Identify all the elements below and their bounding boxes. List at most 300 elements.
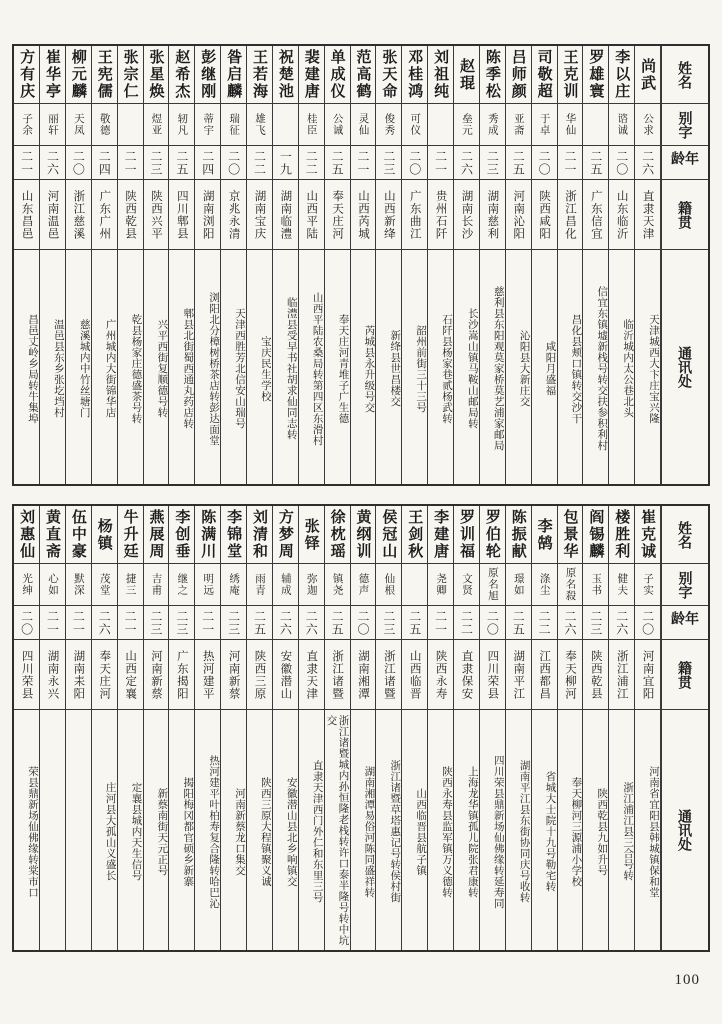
origin-cell: 四川郫县 bbox=[169, 180, 194, 250]
courtesy-name-cell: 健夫 bbox=[609, 564, 634, 606]
name-cell: 范高鹤 bbox=[351, 46, 376, 104]
name-cell: 司敬超 bbox=[532, 46, 557, 104]
age-cell: 一九 bbox=[273, 146, 298, 180]
person-column bbox=[92, 506, 118, 950]
origin-cell: 湖南平江 bbox=[506, 640, 531, 710]
age-cell: 二〇 bbox=[221, 146, 246, 180]
name-cell: 崔华亭 bbox=[40, 46, 65, 104]
age-cell: 二一 bbox=[558, 146, 583, 180]
courtesy-name-cell: 仙根 bbox=[376, 564, 401, 606]
address-cell: 浏阳北分樟树桥茶店转彭达面堂 bbox=[208, 291, 221, 446]
person-column bbox=[428, 506, 454, 950]
name-cell: 陈满川 bbox=[195, 506, 220, 564]
origin-cell: 广东揭阳 bbox=[169, 640, 194, 710]
age-cell: 二六 bbox=[558, 606, 583, 640]
person-column bbox=[144, 506, 170, 950]
person-column bbox=[66, 46, 92, 484]
address-cell: 荣县鼎新场仙佛缘转棠市口 bbox=[27, 765, 39, 898]
origin-cell: 河南新蔡 bbox=[144, 640, 169, 710]
name-cell: 王克训 bbox=[558, 46, 583, 104]
courtesy-name-cell bbox=[118, 104, 143, 146]
courtesy-name-cell: 明远 bbox=[195, 564, 220, 606]
origin-cell: 河南沁阳 bbox=[506, 180, 531, 250]
courtesy-name-cell: 涤尘 bbox=[532, 564, 557, 606]
age-cell: 二五 bbox=[583, 146, 608, 180]
address-cell: 韶州前街三十三号 bbox=[415, 324, 428, 413]
courtesy-name-cell: 轫凡 bbox=[169, 104, 194, 146]
person-column bbox=[118, 506, 144, 950]
address-cell: 芮城县永升级号交 bbox=[363, 324, 376, 413]
name-cell: 张星焕 bbox=[144, 46, 169, 104]
address-cell: 热河建平叶柏寿复合隆转哈巴沁 bbox=[208, 754, 221, 909]
origin-cell: 陕西乾县 bbox=[583, 640, 608, 710]
person-column bbox=[325, 46, 351, 484]
name-cell: 吕师颜 bbox=[506, 46, 531, 104]
name-cell: 黄纲训 bbox=[351, 506, 376, 564]
courtesy-name-cell: 原名旭 bbox=[480, 564, 505, 606]
courtesy-name-cell: 于卓 bbox=[532, 104, 557, 146]
courtesy-name-cell: 子余 bbox=[14, 104, 39, 146]
header-age: 年龄 bbox=[662, 146, 708, 180]
address-cell: 临沂城内太公巷北头 bbox=[622, 319, 635, 418]
age-cell: 二三 bbox=[376, 146, 401, 180]
address-cell bbox=[66, 710, 91, 950]
name-cell: 罗训福 bbox=[454, 506, 479, 564]
name-cell: 包景华 bbox=[558, 506, 583, 564]
person-column bbox=[376, 46, 402, 484]
header-origin: 籍贯 bbox=[662, 180, 708, 250]
address-cell: 河南新蔡龙口集交 bbox=[234, 787, 246, 876]
address-cell: 沁阳县大新庄交 bbox=[518, 330, 531, 407]
name-cell: 王宪儒 bbox=[92, 46, 117, 104]
age-cell: 二三 bbox=[144, 606, 169, 640]
courtesy-name-cell: 秀成 bbox=[480, 104, 505, 146]
name-cell: 方梦周 bbox=[273, 506, 298, 564]
person-column bbox=[247, 46, 273, 484]
name-cell: 祝楚池 bbox=[273, 46, 298, 104]
courtesy-name-cell bbox=[402, 564, 427, 606]
origin-cell: 湖南耒阳 bbox=[66, 640, 91, 710]
courtesy-name-cell: 辅成 bbox=[273, 564, 298, 606]
address-cell: 陕西永寿县监军镇万义德转 bbox=[441, 765, 453, 898]
origin-cell: 广东曲江 bbox=[402, 180, 427, 250]
courtesy-name-cell: 俊秀 bbox=[376, 104, 401, 146]
person-column bbox=[609, 46, 635, 484]
age-cell: 二〇 bbox=[635, 606, 660, 640]
name-cell: 刘惠仙 bbox=[14, 506, 39, 564]
name-cell: 李锦堂 bbox=[221, 506, 246, 564]
age-cell: 二六 bbox=[299, 606, 324, 640]
age-cell: 二五 bbox=[169, 146, 194, 180]
origin-cell: 陕西永寿 bbox=[428, 640, 453, 710]
address-cell: 定襄县城内天生信号 bbox=[130, 782, 143, 881]
courtesy-name-cell: 继之 bbox=[169, 564, 194, 606]
address-cell: 安徽潜山县北乡响镇交 bbox=[285, 776, 298, 887]
origin-cell: 山西平陆 bbox=[299, 180, 324, 250]
address-cell: 临澧县受早书社胡求仙同志转 bbox=[285, 297, 298, 440]
courtesy-name-cell: 煜亚 bbox=[144, 104, 169, 146]
address-cell: 昌邑丈岭乡局转牛集埠 bbox=[27, 313, 39, 424]
name-cell: 崔克诚 bbox=[635, 506, 660, 564]
name-cell: 张宗仁 bbox=[118, 46, 143, 104]
origin-cell: 京兆永清 bbox=[221, 180, 246, 250]
name-cell: 柳元麟 bbox=[66, 46, 91, 104]
age-cell: 二一 bbox=[118, 146, 143, 180]
origin-cell: 安徽潜山 bbox=[273, 640, 298, 710]
address-cell: 石阡县杨家巷贰杨武转 bbox=[441, 313, 453, 424]
person-columns bbox=[14, 46, 661, 484]
header-address: 通讯处 bbox=[677, 809, 693, 851]
address-cell: 湖南平江县东街协同庆号收转 bbox=[518, 760, 531, 903]
person-column bbox=[583, 506, 609, 950]
person-column bbox=[40, 46, 66, 484]
address-cell: 长沙嵩山镇马鞍山邮局转 bbox=[466, 308, 479, 429]
name-cell: 王剑秋 bbox=[402, 506, 427, 564]
name-cell: 李创垂 bbox=[169, 506, 194, 564]
name-cell: 赵琨 bbox=[454, 46, 479, 104]
person-column bbox=[454, 46, 480, 484]
courtesy-name-cell: 弥迦 bbox=[299, 564, 324, 606]
address-cell: 陕西三原大程镇聚义诚 bbox=[259, 776, 272, 887]
name-cell: 裴建唐 bbox=[299, 46, 324, 104]
courtesy-name-cell: 雨青 bbox=[247, 564, 272, 606]
age-cell: 二〇 bbox=[66, 146, 91, 180]
directory-table-top bbox=[12, 44, 710, 486]
origin-cell: 山西芮城 bbox=[351, 180, 376, 250]
header-column bbox=[661, 506, 708, 950]
address-cell: 广州城内大街锦华店 bbox=[104, 319, 117, 418]
age-cell: 二三 bbox=[376, 606, 401, 640]
person-column bbox=[428, 46, 454, 484]
origin-cell: 湖南湘潭 bbox=[351, 640, 376, 710]
age-cell: 二五 bbox=[506, 146, 531, 180]
courtesy-name-cell: 亚斋 bbox=[506, 104, 531, 146]
courtesy-name-cell: 原名殺 bbox=[558, 564, 583, 606]
courtesy-name-cell: 可仪 bbox=[402, 104, 427, 146]
person-column bbox=[92, 46, 118, 484]
age-cell: 二一 bbox=[195, 606, 220, 640]
courtesy-name-cell: 垒元 bbox=[454, 104, 479, 146]
courtesy-name-cell: 敬德 bbox=[92, 104, 117, 146]
age-cell: 二〇 bbox=[480, 606, 505, 640]
courtesy-name-cell: 灵仙 bbox=[351, 104, 376, 146]
age-cell: 二二 bbox=[299, 146, 324, 180]
person-column bbox=[118, 46, 144, 484]
name-cell: 罗伯轮 bbox=[480, 506, 505, 564]
person-column bbox=[144, 46, 170, 484]
age-cell: 二二 bbox=[454, 606, 479, 640]
courtesy-name-cell: 尧卿 bbox=[428, 564, 453, 606]
origin-cell: 热河建平 bbox=[195, 640, 220, 710]
age-cell: 二一 bbox=[14, 146, 39, 180]
address-cell: 上海龙华镇孤儿院张君康转 bbox=[466, 765, 479, 898]
person-column bbox=[66, 506, 92, 950]
address-cell: 四川荣县鼎新场仙佛缘转延寿同 bbox=[492, 754, 505, 909]
person-column bbox=[195, 506, 221, 950]
origin-cell: 四川荣县 bbox=[480, 640, 505, 710]
courtesy-name-cell: 公诚 bbox=[325, 104, 350, 146]
age-cell: 二一 bbox=[428, 606, 453, 640]
courtesy-name-cell: 德声 bbox=[351, 564, 376, 606]
person-column bbox=[14, 506, 40, 950]
age-cell: 二三 bbox=[583, 606, 608, 640]
name-cell: 赵希杰 bbox=[169, 46, 194, 104]
header-courtesy: 别字 bbox=[662, 104, 708, 146]
age-cell: 二五 bbox=[325, 146, 350, 180]
origin-cell: 湖南永兴 bbox=[40, 640, 65, 710]
origin-cell: 直隶保安 bbox=[454, 640, 479, 710]
name-cell: 陈季松 bbox=[480, 46, 505, 104]
origin-cell: 陕西乾县 bbox=[118, 180, 143, 250]
age-cell: 二五 bbox=[402, 606, 427, 640]
person-column bbox=[351, 506, 377, 950]
courtesy-name-cell: 桂臣 bbox=[299, 104, 324, 146]
age-cell: 二六 bbox=[92, 606, 117, 640]
age-cell: 二〇 bbox=[14, 606, 39, 640]
page-number: 100 bbox=[674, 972, 700, 988]
origin-cell: 湖南浏阳 bbox=[195, 180, 220, 250]
age-cell: 二〇 bbox=[609, 146, 634, 180]
person-column bbox=[532, 46, 558, 484]
address-cell: 兴平西街复顺德号转 bbox=[156, 319, 169, 418]
origin-cell: 山西临晋 bbox=[402, 640, 427, 710]
origin-cell: 湖南临澧 bbox=[273, 180, 298, 250]
age-cell: 二六 bbox=[40, 146, 65, 180]
person-column bbox=[506, 46, 532, 484]
address-cell: 山西平陆农桑局转第四区东滑村 bbox=[311, 291, 324, 446]
name-cell: 杨镇 bbox=[92, 506, 117, 564]
courtesy-name-cell: 谘诚 bbox=[609, 104, 634, 146]
address-cell: 宝庆民生学校 bbox=[259, 335, 272, 402]
name-cell: 伍中豪 bbox=[66, 506, 91, 564]
person-column bbox=[480, 506, 506, 950]
name-cell: 罗雄寰 bbox=[583, 46, 608, 104]
person-columns bbox=[14, 506, 661, 950]
address-cell: 浙江浦江县三合号转 bbox=[622, 782, 635, 881]
address-cell: 乾县杨家庄德盛茶号转 bbox=[130, 313, 143, 424]
address-cell: 新蔡南街天元正号 bbox=[156, 787, 169, 876]
person-column bbox=[40, 506, 66, 950]
address-cell: 昌化县颊口镇转交沙干 bbox=[570, 313, 583, 424]
name-cell: 黄直斋 bbox=[40, 506, 65, 564]
person-column bbox=[376, 506, 402, 950]
person-column bbox=[583, 46, 609, 484]
address-cell: 慈溪城内中竹丝塘门 bbox=[78, 319, 91, 418]
age-cell: 二三 bbox=[169, 606, 194, 640]
name-cell: 燕展周 bbox=[144, 506, 169, 564]
person-column bbox=[221, 46, 247, 484]
address-cell: 天津西胜芳北信安山瑞号 bbox=[234, 308, 246, 429]
header-courtesy: 别字 bbox=[662, 564, 708, 606]
person-column bbox=[273, 46, 299, 484]
name-cell: 昝启麟 bbox=[221, 46, 246, 104]
courtesy-name-cell: 子实 bbox=[635, 564, 660, 606]
courtesy-name-cell: 瑞征 bbox=[221, 104, 246, 146]
address-cell: 山西临晋县航子镇 bbox=[415, 787, 428, 876]
header-origin: 籍贯 bbox=[662, 640, 708, 710]
person-column bbox=[221, 506, 247, 950]
person-column bbox=[14, 46, 40, 484]
origin-cell: 直隶天津 bbox=[635, 180, 660, 250]
age-cell: 二六 bbox=[635, 146, 660, 180]
origin-cell: 湖南慈利 bbox=[480, 180, 505, 250]
name-cell: 刘清和 bbox=[247, 506, 272, 564]
origin-cell: 奉天庄河 bbox=[92, 640, 117, 710]
age-cell: 二三 bbox=[144, 146, 169, 180]
address-cell: 咸阳月盛福 bbox=[544, 341, 557, 396]
address-cell: 浙江诸暨城内孙恒隆老栈转许口泰半隆号转中坑交 bbox=[325, 715, 350, 946]
origin-cell: 河南宜阳 bbox=[635, 640, 660, 710]
person-column bbox=[299, 506, 325, 950]
address-cell: 省城大士院十九号勒宅转 bbox=[544, 771, 557, 892]
courtesy-name-cell: 茂堂 bbox=[92, 564, 117, 606]
courtesy-name-cell: 璟如 bbox=[506, 564, 531, 606]
age-cell: 二六 bbox=[273, 606, 298, 640]
address-cell: 直隶天津西门外仁和东里三号 bbox=[311, 760, 324, 903]
origin-cell: 四川荣县 bbox=[14, 640, 39, 710]
person-column bbox=[402, 46, 428, 484]
origin-cell: 奉天柳河 bbox=[558, 640, 583, 710]
name-cell: 侯冠山 bbox=[376, 506, 401, 564]
name-cell: 刘祖纯 bbox=[428, 46, 453, 104]
address-cell: 河南省宜阳县韩城镇保和堂 bbox=[648, 765, 660, 898]
origin-cell: 陕西咸阳 bbox=[532, 180, 557, 250]
origin-cell: 浙江诸暨 bbox=[325, 640, 350, 710]
address-cell: 信宜东镇墟新栈号转交扶参积利村 bbox=[596, 286, 609, 451]
address-cell: 新绛县世昌楼交 bbox=[389, 330, 402, 407]
courtesy-name-cell bbox=[428, 104, 453, 146]
address-cell: 温邑县东乡张圪垱村 bbox=[52, 319, 65, 418]
name-cell: 陈振献 bbox=[506, 506, 531, 564]
person-column bbox=[609, 506, 635, 950]
courtesy-name-cell bbox=[273, 104, 298, 146]
person-column bbox=[558, 506, 584, 950]
person-column bbox=[273, 506, 299, 950]
header-name: 姓名 bbox=[662, 46, 708, 104]
origin-cell: 直隶天津 bbox=[299, 640, 324, 710]
name-cell: 张铎 bbox=[299, 506, 324, 564]
age-cell: 二三 bbox=[480, 146, 505, 180]
address-cell: 奉天柳河三源浦小学校 bbox=[570, 776, 583, 887]
origin-cell: 浙江浦江 bbox=[609, 640, 634, 710]
courtesy-name-cell: 光绅 bbox=[14, 564, 39, 606]
courtesy-name-cell: 公求 bbox=[635, 104, 660, 146]
address-cell bbox=[40, 710, 65, 950]
person-column bbox=[195, 46, 221, 484]
name-cell: 方有庆 bbox=[14, 46, 39, 104]
person-column bbox=[480, 46, 506, 484]
age-cell: 二二 bbox=[247, 146, 272, 180]
name-cell: 李鹄 bbox=[532, 506, 557, 564]
origin-cell: 贵州石阡 bbox=[428, 180, 453, 250]
header-column bbox=[661, 46, 708, 484]
name-cell: 牛升廷 bbox=[118, 506, 143, 564]
courtesy-name-cell: 吉甫 bbox=[144, 564, 169, 606]
address-cell: 揭阳梅冈都官硕乡新寨 bbox=[182, 776, 195, 887]
age-cell: 二〇 bbox=[532, 146, 557, 180]
name-cell: 王若海 bbox=[247, 46, 272, 104]
person-column bbox=[299, 46, 325, 484]
person-column bbox=[635, 506, 661, 950]
origin-cell: 河南温邑 bbox=[40, 180, 65, 250]
name-cell: 彭继刚 bbox=[195, 46, 220, 104]
courtesy-name-cell: 华仙 bbox=[558, 104, 583, 146]
origin-cell: 陕西三原 bbox=[247, 640, 272, 710]
age-cell: 二〇 bbox=[402, 146, 427, 180]
courtesy-name-cell: 捷三 bbox=[118, 564, 143, 606]
person-column bbox=[169, 506, 195, 950]
origin-cell: 广东广州 bbox=[92, 180, 117, 250]
courtesy-name-cell: 文贤 bbox=[454, 564, 479, 606]
name-cell: 李以庄 bbox=[609, 46, 634, 104]
age-cell: 二一 bbox=[351, 146, 376, 180]
address-cell: 湖南湘潭易俗河陈同盛祥转 bbox=[363, 765, 376, 898]
header-address: 通讯处 bbox=[677, 346, 693, 388]
courtesy-name-cell: 默深 bbox=[66, 564, 91, 606]
age-cell: 二六 bbox=[609, 606, 634, 640]
courtesy-name-cell: 蒂宇 bbox=[195, 104, 220, 146]
origin-cell: 奉天庄河 bbox=[325, 180, 350, 250]
address-cell: 陕西乾县九如升号 bbox=[596, 787, 609, 876]
name-cell: 徐枕瑶 bbox=[325, 506, 350, 564]
name-cell: 李建唐 bbox=[428, 506, 453, 564]
age-cell: 二二 bbox=[532, 606, 557, 640]
courtesy-name-cell: 天凤 bbox=[66, 104, 91, 146]
address-cell: 慈利县东阳观莫家桥莫艺浦家邮局 bbox=[492, 286, 505, 451]
courtesy-name-cell bbox=[583, 104, 608, 146]
origin-cell: 湖南长沙 bbox=[454, 180, 479, 250]
age-cell: 二五 bbox=[247, 606, 272, 640]
address-cell: 奉天庄河青堆子广生德 bbox=[337, 313, 350, 424]
name-cell: 尚武 bbox=[635, 46, 660, 104]
person-column bbox=[351, 46, 377, 484]
person-column bbox=[402, 506, 428, 950]
courtesy-name-cell: 镇尧 bbox=[325, 564, 350, 606]
age-cell: 二四 bbox=[92, 146, 117, 180]
name-cell: 楼胜利 bbox=[609, 506, 634, 564]
person-column bbox=[169, 46, 195, 484]
origin-cell: 江西都昌 bbox=[532, 640, 557, 710]
age-cell: 二六 bbox=[454, 146, 479, 180]
name-cell: 单成仪 bbox=[325, 46, 350, 104]
person-column bbox=[247, 506, 273, 950]
person-column bbox=[454, 506, 480, 950]
name-cell: 邓桂鸿 bbox=[402, 46, 427, 104]
origin-cell: 浙江诸暨 bbox=[376, 640, 401, 710]
origin-cell: 山东昌邑 bbox=[14, 180, 39, 250]
courtesy-name-cell: 丽轩 bbox=[40, 104, 65, 146]
courtesy-name-cell: 心如 bbox=[40, 564, 65, 606]
origin-cell: 湖南宝庆 bbox=[247, 180, 272, 250]
person-column bbox=[558, 46, 584, 484]
header-age: 年龄 bbox=[662, 606, 708, 640]
person-column bbox=[325, 506, 351, 950]
age-cell: 二一 bbox=[66, 606, 91, 640]
courtesy-name-cell: 绣庵 bbox=[221, 564, 246, 606]
person-column bbox=[635, 46, 661, 484]
age-cell: 二五 bbox=[325, 606, 350, 640]
address-cell: 郫县北街蜀西通丸药店转 bbox=[182, 308, 195, 429]
name-cell: 阎锡麟 bbox=[583, 506, 608, 564]
age-cell: 二五 bbox=[506, 606, 531, 640]
origin-cell: 河南新蔡 bbox=[221, 640, 246, 710]
courtesy-name-cell: 雄飞 bbox=[247, 104, 272, 146]
age-cell: 二三 bbox=[221, 606, 246, 640]
origin-cell: 山西新绛 bbox=[376, 180, 401, 250]
origin-cell: 广东信宜 bbox=[583, 180, 608, 250]
header-name: 姓名 bbox=[662, 506, 708, 564]
address-cell: 庄河县大孤山义盛长 bbox=[104, 782, 117, 881]
